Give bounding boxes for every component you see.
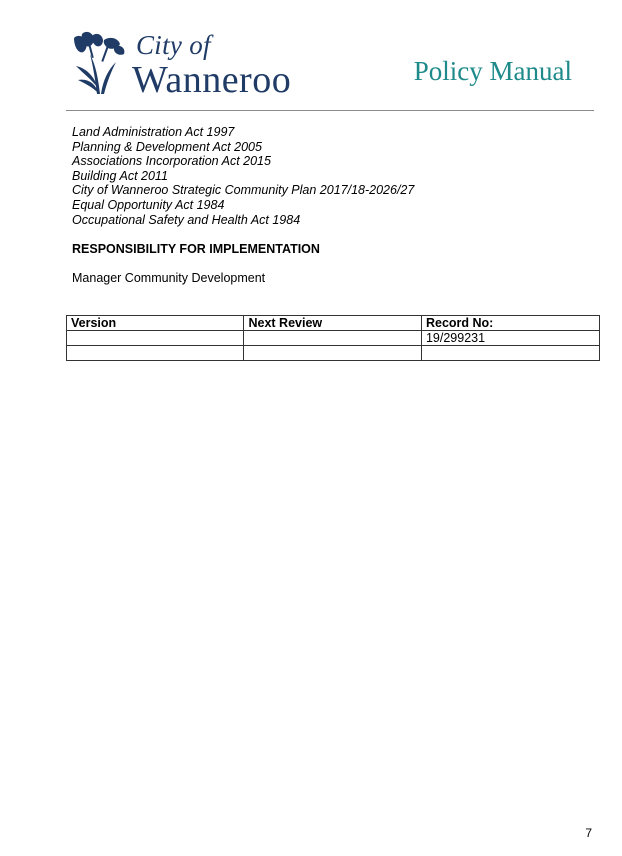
version-table [66,315,600,361]
table-cell [244,346,421,361]
legislation-item: Land Administration Act 1997 [72,125,235,139]
page-number: 7 [585,826,592,840]
legislation-list [72,125,414,227]
legislation-item: Planning & Development Act 2005 [72,139,262,154]
legislation-item: Building Act 2011 [72,168,168,183]
table-header-row [67,316,600,331]
city-of-wanneroo-logo [70,30,310,100]
kangaroo-paw-icon [70,30,132,96]
table-cell [67,331,244,346]
logo-text-wanneroo: Wanneroo [132,59,292,101]
header-divider [66,110,594,111]
table-cell [244,331,421,346]
column-header-record-no: Record No: [421,316,599,331]
column-header-version: Version [67,316,244,331]
legislation-item: Associations Incorporation Act 2015 [72,154,271,169]
logo-text-city-of: City of [136,30,211,60]
page-title: Policy Manual [413,56,572,86]
responsible-officer: Manager Community Development [72,271,266,285]
table-cell [421,346,599,361]
table-cell: 19/299231 [421,331,599,346]
table-cell [67,346,244,361]
column-header-next-review: Next Review [244,316,421,331]
legislation-item: Equal Opportunity Act 1984 [72,197,225,212]
table-row [67,346,600,361]
responsibility-heading: RESPONSIBILITY FOR IMPLEMENTATION [72,242,320,256]
legislation-item: Occupational Safety and Health Act 1984 [72,212,301,227]
table-row [67,331,600,346]
legislation-item: City of Wanneroo Strategic Community Plan 2017/18-2026/27 [72,183,415,198]
